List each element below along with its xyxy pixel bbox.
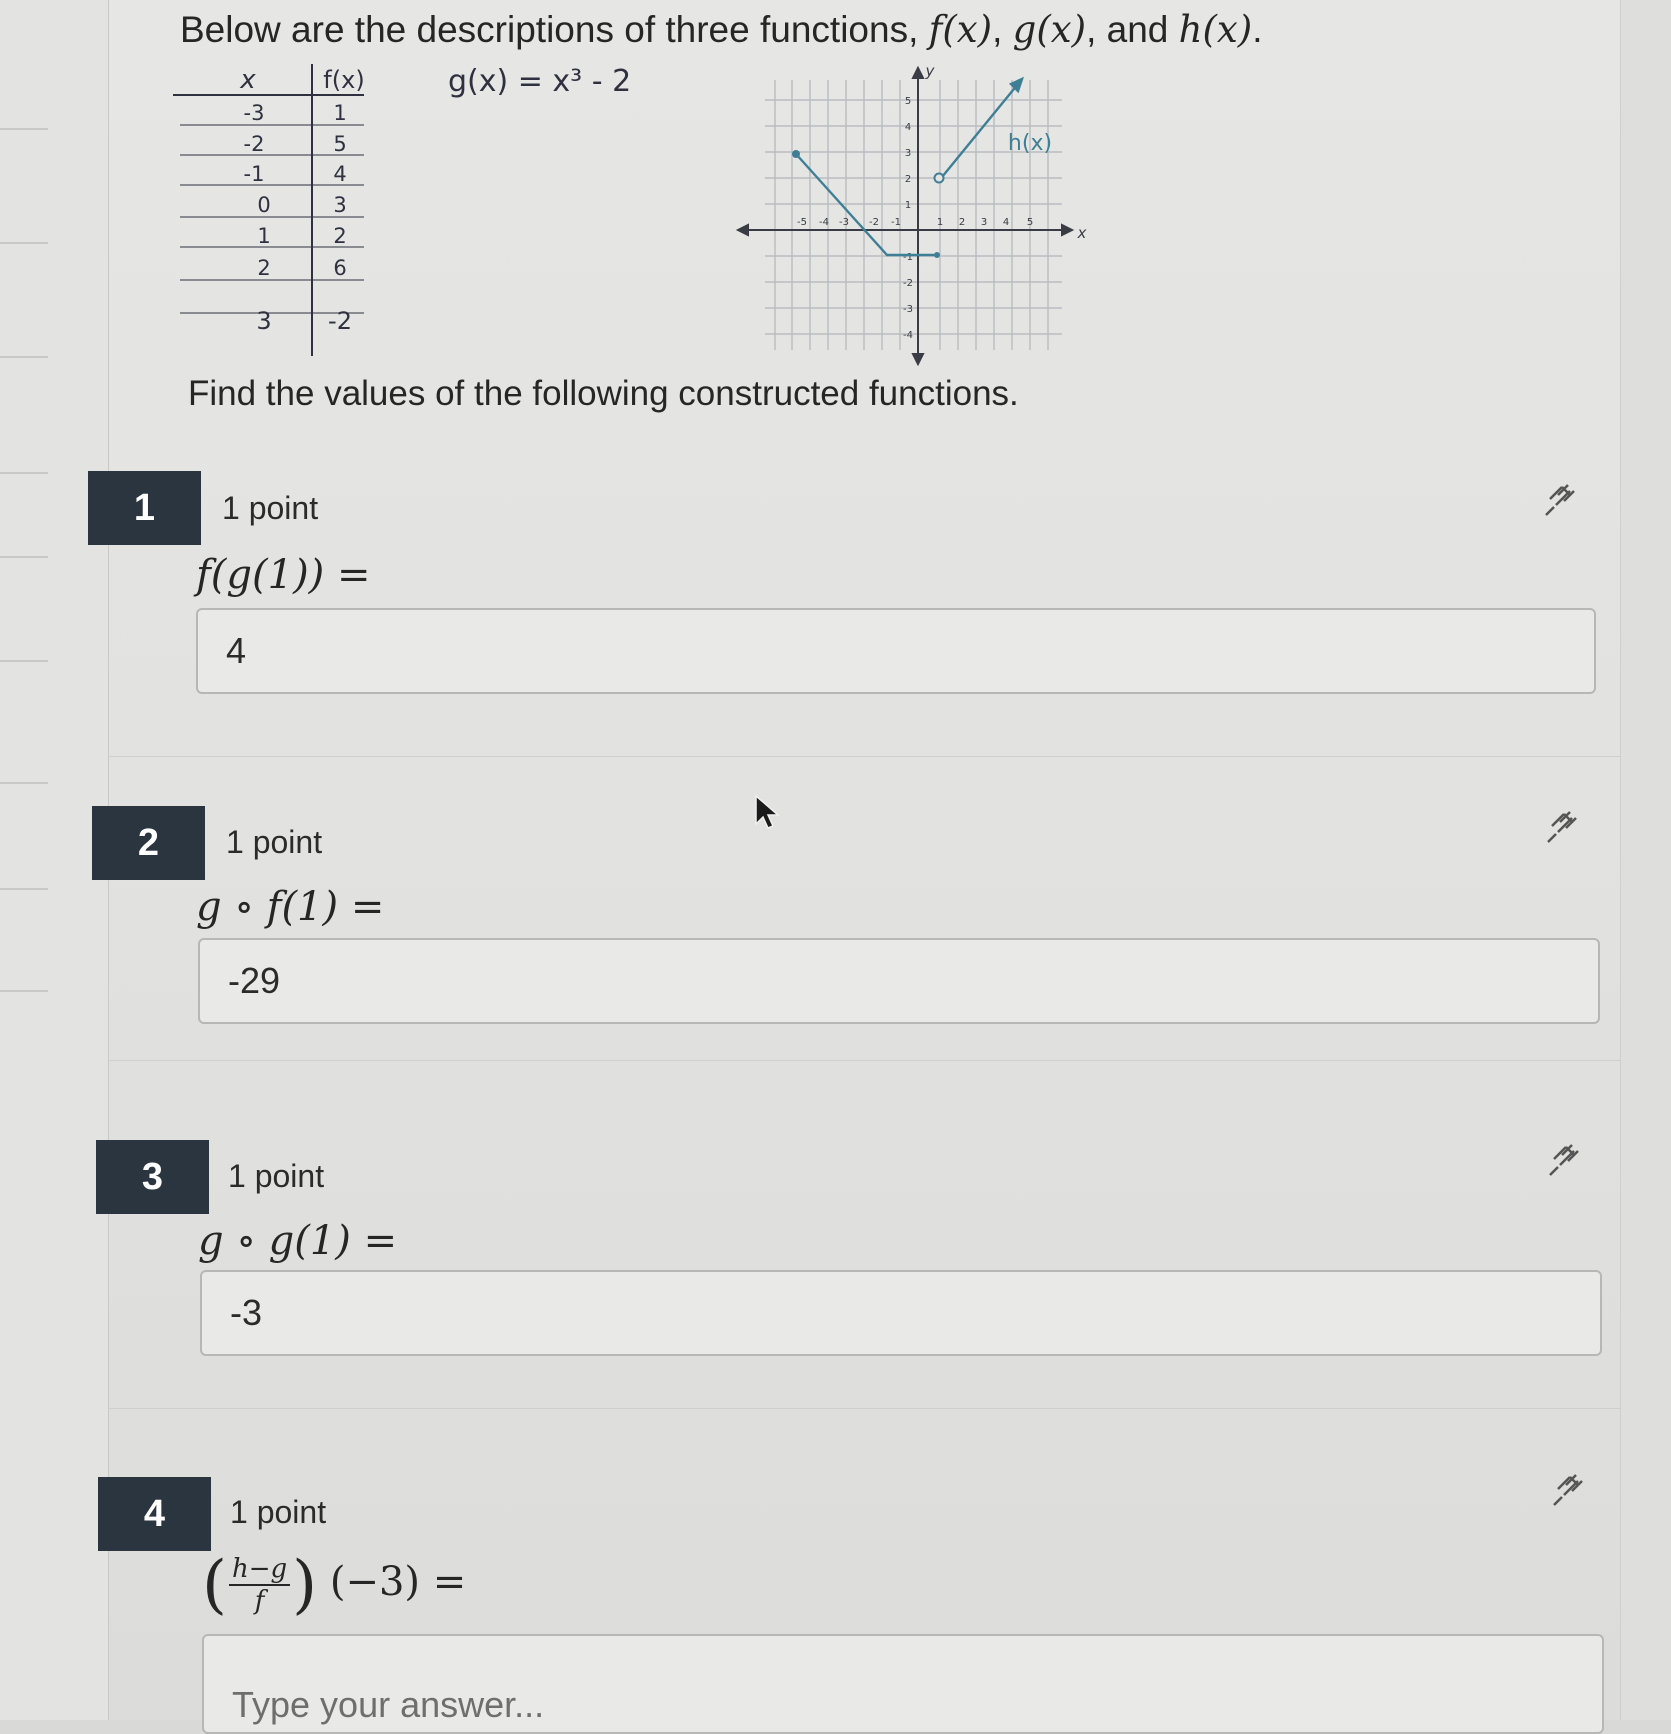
svg-text:-5: -5 (797, 217, 807, 228)
svg-text:-4: -4 (819, 217, 829, 228)
question-expression: ( $\frac{h-g}{f}$ ) (−3) = (202, 1548, 467, 1622)
svg-text:5: 5 (1026, 217, 1034, 228)
answer-field[interactable]: -29 (198, 938, 1600, 1024)
svg-text:-3: -3 (839, 217, 849, 228)
table-row (257, 256, 346, 280)
svg-text:4: 4 (333, 162, 347, 186)
svg-text:3: 3 (980, 217, 988, 228)
right-margin (1620, 0, 1671, 1720)
table-header-fx: f(x) (323, 66, 365, 94)
svg-text:2: 2 (333, 224, 347, 248)
table-header-x: x (240, 65, 256, 95)
instruction-text: Find the values of the following constructed functions. (188, 374, 1019, 413)
svg-text:-4: -4 (903, 330, 913, 341)
svg-text:-3: -3 (903, 304, 913, 315)
question-number-badge: 2 (92, 806, 205, 880)
question-points: 1 point (226, 824, 323, 860)
svg-text:0: 0 (257, 193, 271, 217)
table-row (257, 224, 346, 248)
question-number-badge: 3 (96, 1140, 209, 1214)
svg-text:4: 4 (904, 122, 912, 133)
pin-icon[interactable] (1542, 804, 1582, 844)
svg-text:2: 2 (904, 174, 912, 185)
answer-field[interactable]: -3 (200, 1270, 1602, 1356)
question-expression: g ∘ g(1) = (198, 1218, 398, 1264)
function-table-image (168, 58, 368, 368)
table-row (244, 132, 347, 156)
table-row (257, 193, 346, 217)
question-points: 1 point (222, 490, 319, 526)
svg-text:5: 5 (333, 132, 347, 156)
svg-text:-3: -3 (243, 101, 265, 125)
table-row (244, 101, 347, 125)
question-number-badge: 4 (98, 1477, 211, 1551)
table-row (244, 162, 347, 186)
svg-text:-1: -1 (243, 162, 265, 186)
svg-text:5: 5 (904, 96, 912, 107)
svg-text:2: 2 (958, 217, 966, 228)
svg-text:-2: -2 (869, 217, 879, 228)
answer-field[interactable]: Type your answer... (202, 1634, 1604, 1734)
svg-text:-2: -2 (328, 307, 352, 335)
divider (108, 756, 1620, 757)
svg-text:-1: -1 (891, 217, 901, 228)
quiz-card (108, 0, 1620, 1725)
svg-text:3: 3 (333, 193, 347, 217)
h-curve-label: h(x) (1007, 131, 1053, 156)
svg-text:3: 3 (904, 148, 912, 159)
svg-text:1: 1 (936, 217, 944, 228)
svg-text:y: y (925, 62, 935, 80)
svg-text:1: 1 (904, 200, 912, 211)
divider (108, 1060, 1620, 1061)
pin-icon[interactable] (1544, 1137, 1584, 1177)
svg-text:1: 1 (257, 224, 271, 248)
g-definition: g(x) = x³ - 2 (448, 64, 632, 99)
pin-icon[interactable] (1540, 477, 1580, 517)
answer-field[interactable]: 4 (196, 608, 1596, 694)
svg-text:1: 1 (333, 101, 347, 125)
intro-text: Below are the descriptions of three functions, f(x), g(x), and h(x). (180, 8, 1263, 51)
svg-text:2: 2 (257, 256, 271, 280)
table-row (256, 307, 352, 335)
divider (108, 1408, 1620, 1409)
svg-text:x: x (1077, 224, 1087, 242)
h-graph-image (730, 60, 1190, 370)
question-expression: f(g(1)) = (196, 552, 371, 598)
question-points: 1 point (230, 1494, 327, 1530)
mouse-cursor-icon (754, 794, 784, 834)
pin-icon[interactable] (1548, 1467, 1588, 1507)
question-expression: g ∘ f(1) = (196, 884, 385, 930)
svg-text:3: 3 (256, 307, 272, 335)
svg-text:-2: -2 (903, 278, 913, 289)
question-points: 1 point (228, 1158, 325, 1194)
svg-text:4: 4 (1002, 217, 1010, 228)
svg-text:6: 6 (333, 256, 347, 280)
question-number-badge: 1 (88, 471, 201, 545)
svg-text:-1: -1 (903, 252, 913, 263)
svg-text:-2: -2 (243, 132, 265, 156)
